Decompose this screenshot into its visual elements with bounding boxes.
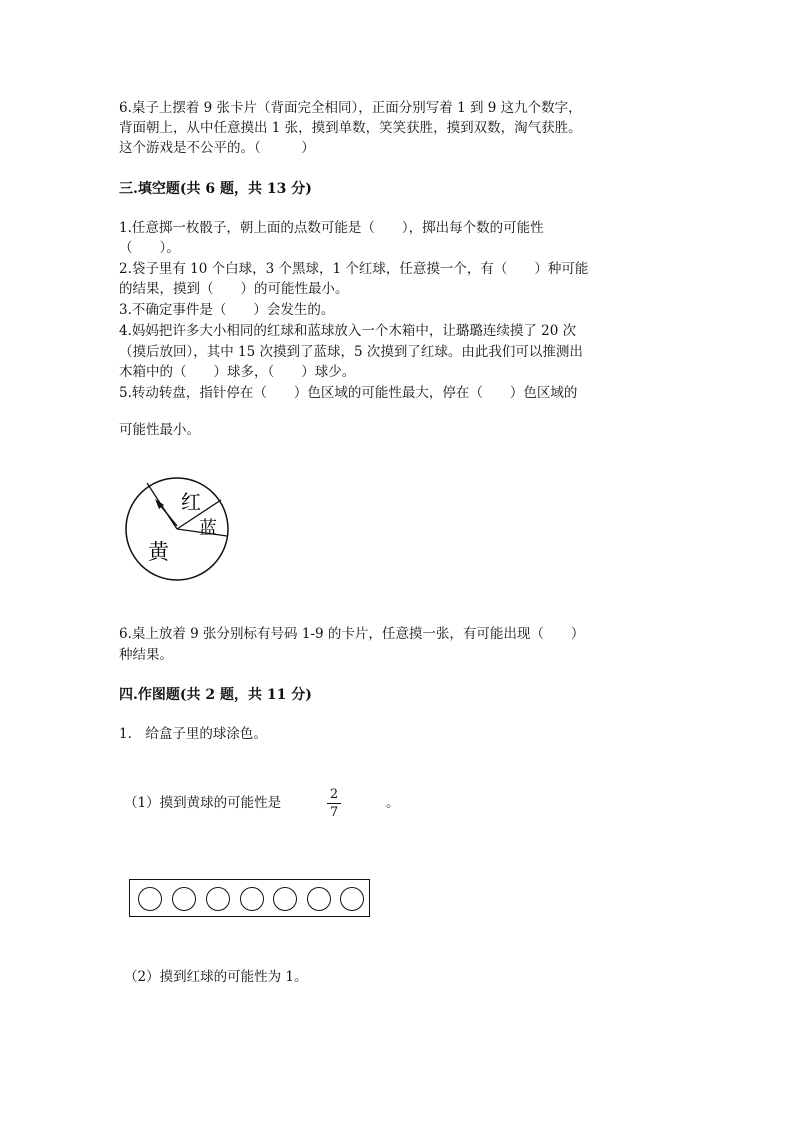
fill-q3: 3.不确定事件是（ ）会发生的。 — [119, 302, 335, 318]
ball-1[interactable] — [138, 887, 162, 911]
judge-q6-line-3: 这个游戏是不公平的。（ ） — [119, 140, 315, 156]
fill-q4-line-2: （摸后放回），其中 15 次摸到了蓝球，5 次摸到了红球。由此我们可以推测出 — [119, 344, 583, 360]
ball-box — [129, 879, 370, 917]
wheel-label-yellow: 黄 — [148, 540, 169, 564]
fill-q2-line-1: 2.袋子里有 10 个白球，3 个黑球，1 个红球，任意摸一个，有（ ）种可能 — [119, 261, 589, 277]
ball-4[interactable] — [240, 887, 264, 911]
fill-q6-line-1: 6.桌上放着 9 张分别标有号码 1-9 的卡片，任意摸一张，有可能出现（ ） — [119, 626, 585, 642]
judge-q6-line-1: 6.桌子上摆着 9 张卡片（背面完全相同），正面分别写着 1 到 9 这九个数字， — [119, 100, 582, 116]
ball-6[interactable] — [307, 887, 331, 911]
draw-q1-part1-end: 。 — [386, 795, 400, 811]
fill-q2-line-2: 的结果，摸到（ ）的可能性最小。 — [119, 281, 349, 297]
fill-q4-line-3: 木箱中的（ ）球多，（ ）球少。 — [119, 364, 356, 380]
section4-title: 四.作图题(共 2 题，共 11 分) — [119, 687, 312, 703]
wheel-label-red: 红 — [181, 490, 201, 514]
draw-q1-part1: （1）摸到黄球的可能性是 — [124, 795, 282, 811]
fill-q4-line-1: 4.妈妈把许多大小相同的红球和蓝球放入一个木箱中，让璐璐连续摸了 20 次 — [119, 323, 577, 339]
draw-q1: 1. 给盒子里的球涂色。 — [119, 726, 267, 742]
ball-7[interactable] — [340, 887, 364, 911]
fraction-numerator: 2 — [329, 787, 339, 802]
ball-2[interactable] — [172, 887, 196, 911]
fraction-two-sevenths — [327, 787, 341, 820]
fill-q5-line-2: 可能性最小。 — [119, 422, 200, 438]
fill-q1-line-2: （ ）。 — [119, 240, 180, 256]
ball-5[interactable] — [273, 887, 297, 911]
draw-q1-part2: （2）摸到红球的可能性为 1。 — [124, 969, 308, 985]
spinner-pointer — [155, 499, 177, 526]
fraction-denominator: 7 — [329, 805, 339, 820]
fill-q6-line-2: 种结果。 — [119, 647, 173, 663]
fill-q5-line-1: 5.转动转盘，指针停在（ ）色区域的可能性最大，停在（ ）色区域的 — [119, 385, 578, 401]
judge-q6-line-2: 背面朝上，从中任意摸出 1 张，摸到单数，笑笑获胜，摸到双数，淘气获胜。 — [119, 120, 582, 136]
spinner-wheel — [124, 476, 230, 582]
fraction-bar — [327, 803, 341, 804]
fill-q1-line-1: 1.任意掷一枚骰子，朝上面的点数可能是（ ），掷出每个数的可能性 — [119, 220, 544, 236]
section3-title: 三.填空题(共 6 题，共 13 分) — [119, 181, 312, 197]
wheel-label-blue: 蓝 — [199, 518, 217, 539]
ball-3[interactable] — [206, 887, 230, 911]
